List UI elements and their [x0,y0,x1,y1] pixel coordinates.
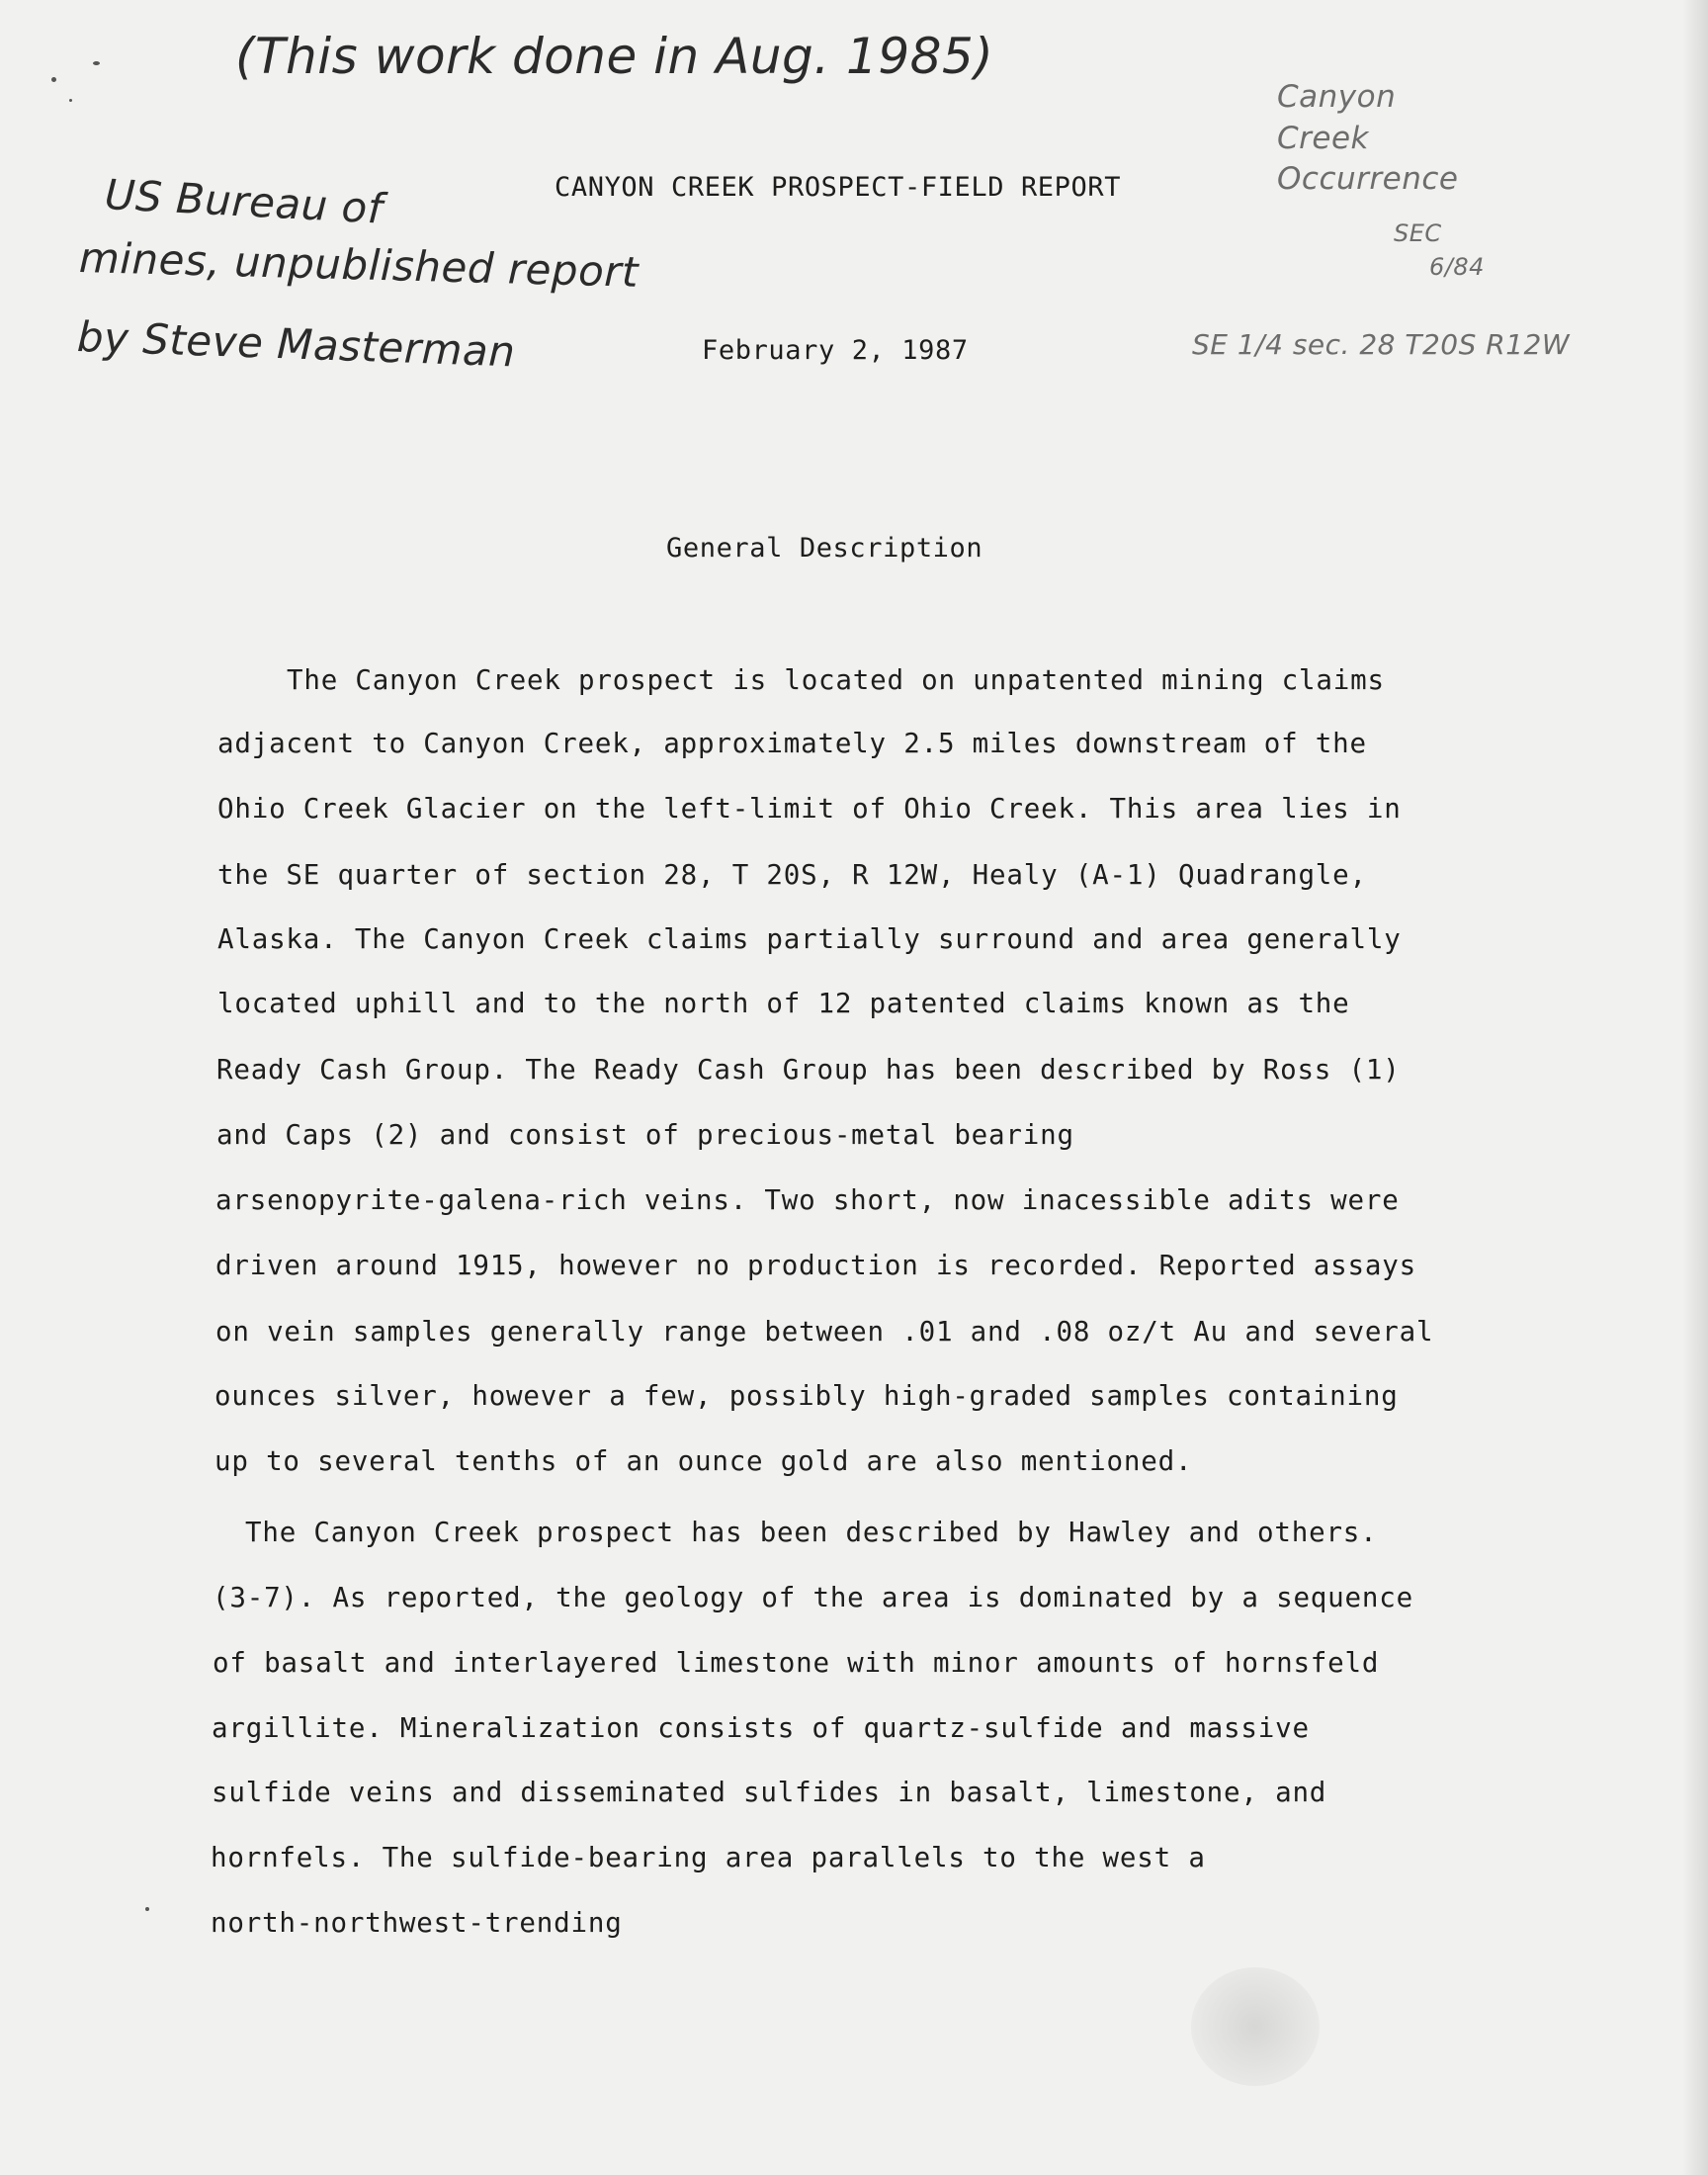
body-line: of basalt and interlayered limestone with minor amounts of hornsfeld [213,1647,1380,1679]
body-line: Ohio Creek Glacier on the left-limit of Ohio Creek. This area lies in [217,793,1402,825]
report-date: February 2, 1987 [702,335,969,366]
handwritten-occurrence-note-line-3: Occurrence [1277,161,1459,197]
section-heading: General Description [666,533,983,564]
body-line: argillite. Mineralization consists of quartz-sulfide and massive [212,1712,1310,1744]
handwritten-author-note: by Steve Masterman [76,312,517,377]
handwritten-location-note: SE 1/4 sec. 28 T20S R12W [1192,328,1571,361]
body-line: north-northwest-trending [211,1907,623,1939]
body-line: driven around 1915, however no production is recorded. Reported assays [215,1250,1416,1281]
body-line: (3-7). As reported, the geology of the area is dominated by a sequence [213,1582,1413,1613]
body-line: The Canyon Creek prospect has been described by Hawley and others. [245,1517,1378,1548]
handwritten-occurrence-note-line-1: Canyon [1277,79,1397,115]
report-title: CANYON CREEK PROSPECT-FIELD REPORT [555,172,1122,203]
handwritten-occurrence-note-line-2: Creek [1277,121,1369,156]
body-line: arsenopyrite-galena-rich veins. Two short, now inacessible adits were [215,1184,1400,1216]
body-line: located uphill and to the north of 12 patented claims known as the [217,988,1350,1019]
handwritten-source-note-line-1: US Bureau of [103,170,384,233]
body-line: sulfide veins and disseminated sulfides in basalt, limestone, and [212,1777,1327,1808]
body-line: Ready Cash Group. The Ready Cash Group has been described by Ross (1) [216,1054,1401,1086]
body-line: ounces silver, however a few, possibly high-graded samples containing [214,1380,1399,1412]
body-line: up to several tenths of an ounce gold are also mentioned. [214,1445,1193,1477]
handwritten-source-note-line-2: mines, unpublished report [78,233,640,297]
body-line: adjacent to Canyon Creek, approximately 2.5 miles downstream of the [217,728,1367,759]
body-line: Alaska. The Canyon Creek claims partially surround and area generally [217,923,1402,955]
body-line: the SE quarter of section 28, T 20S, R 12W, Healy (A-1) Quadrangle, [217,859,1367,891]
handwritten-sec-note-line-1: SEC [1394,219,1442,247]
handwritten-sec-note-line-2: 6/84 [1429,253,1485,281]
body-line: on vein samples generally range between .01 and .08 oz/t Au and several [215,1316,1434,1348]
body-line: and Caps (2) and consist of precious-metal bearing [216,1119,1074,1151]
handwritten-date-note: (This work done in Aug. 1985) [235,28,994,85]
body-line: hornfels. The sulfide-bearing area parallels to the west a [211,1842,1206,1873]
body-line: The Canyon Creek prospect is located on unpatented mining claims [287,664,1385,696]
